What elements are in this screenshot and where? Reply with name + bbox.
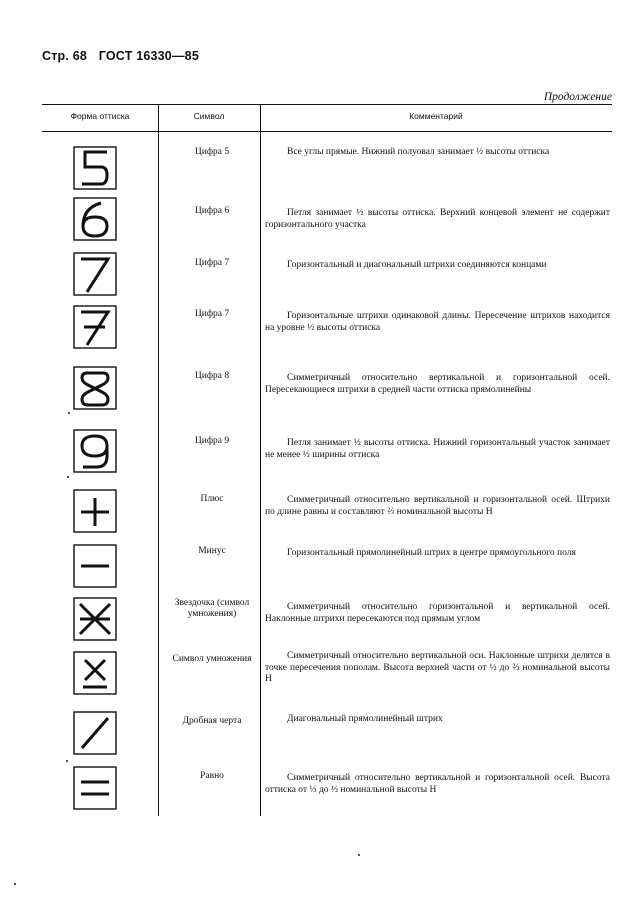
symbol-label: Звездочка (символ умножения) xyxy=(174,598,250,619)
symbol-label: Цифра 7 xyxy=(194,258,230,268)
digit-9-glyph xyxy=(71,428,119,474)
digit-5-glyph xyxy=(71,145,119,191)
column-header-comment: Комментарий xyxy=(409,111,463,121)
symbol-label: Цифра 7 xyxy=(194,309,230,319)
equals-glyph xyxy=(71,765,119,811)
digit-6-glyph xyxy=(71,196,119,242)
column-divider-1 xyxy=(158,104,159,816)
symbol-label: Дробная черта xyxy=(182,716,242,726)
slash-glyph xyxy=(71,710,119,756)
comment-text: Симметричный относительно горизонтальной и вертикальной осей. Наклонные штрихи пересекаются под прямым углом xyxy=(265,602,610,624)
symbol-label: Цифра 6 xyxy=(194,206,230,216)
symbol-label: Минус xyxy=(198,546,226,556)
symbol-label: Цифра 8 xyxy=(194,371,230,381)
comment-text: Симметричный относительно вертикальной оси. Наклонные штрихи делятся в точке пересечения пополам. Высота верхней части от ½ до ⅔ номинальной высоты H xyxy=(265,651,610,684)
symbol-label: Цифра 9 xyxy=(194,436,230,446)
comment-text: Все углы прямые. Нижний полуовал занимает ½ высоты оттиска xyxy=(287,147,550,157)
symbol-label: Цифра 5 xyxy=(194,147,230,157)
multiply-glyph xyxy=(71,650,119,696)
comment-text: Горизонтальный и диагональный штрихи соединяются концами xyxy=(287,260,547,270)
symbol-label: Равно xyxy=(200,771,224,781)
column-divider-2 xyxy=(260,104,261,816)
column-header-symbol: Символ xyxy=(193,111,225,121)
symbol-label: Плюс xyxy=(200,494,224,504)
table-top-rule xyxy=(42,104,612,105)
comment-text: Горизонтальный прямолинейный штрих в центре прямоугольного поля xyxy=(287,548,576,558)
comment-text: Петля занимает ½ высоты оттиска. Нижний горизонтальный участок занимает не менее ½ ширины оттиска xyxy=(265,438,610,460)
standard-number: ГОСТ 16330—85 xyxy=(98,49,199,63)
symbol-label: Символ умножения xyxy=(172,654,252,664)
page-header xyxy=(42,49,199,63)
page-number: Стр. 68 xyxy=(42,49,88,63)
scan-speck xyxy=(14,883,16,885)
plus-glyph xyxy=(71,488,119,534)
scan-speck xyxy=(358,854,360,856)
table-header-rule xyxy=(42,131,612,132)
minus-glyph xyxy=(71,543,119,589)
asterisk-glyph xyxy=(71,596,119,642)
digit-7-glyph xyxy=(71,251,119,297)
comment-text: Симметричный относительно вертикальной и горизонтальной осей. Пересекающиеся штрихи в средней части оттиска прямолинейны xyxy=(265,373,610,395)
scan-speck xyxy=(66,760,68,762)
comment-text: Симметричный относительно вертикальной и горизонтальной осей. Штрихи по длине равны и составляют ⅔ номинальной высоты H xyxy=(265,495,610,517)
comment-text: Горизонтальные штрихи одинаковой длины. Пересечение штрихов находится на уровне ½ высоты оттиска xyxy=(265,311,610,333)
comment-text: Диагональный прямолинейный штрих xyxy=(287,714,443,724)
continued-label: Продолжение xyxy=(543,91,612,103)
comment-text: Симметричный относительно вертикальной и горизонтальной осей. Высота оттиска от ⅓ до ½ номинальной высоты H xyxy=(265,773,610,795)
digit-7-crossed-glyph xyxy=(71,304,119,350)
scan-speck xyxy=(68,412,70,414)
column-header-form: Форма оттиска xyxy=(70,111,130,121)
digit-8-glyph xyxy=(71,365,119,411)
comment-text: Петля занимает ½ высоты оттиска. Верхний концевой элемент не содержит горизонтального участка xyxy=(265,208,610,230)
scan-speck xyxy=(67,476,69,478)
